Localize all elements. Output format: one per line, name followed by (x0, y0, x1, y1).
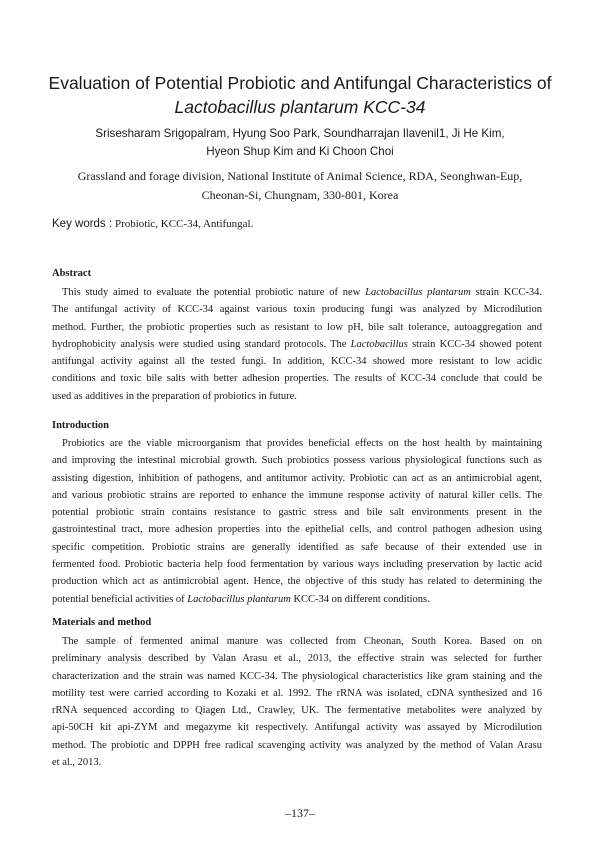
introduction-line: gastrointestinal tract, more adhesion properties into the epithelial cells, and control pathogen adhesion using (52, 524, 542, 536)
abstract-line: The antifungal activity of KCC-34 against various toxin producing fungi was analyzed by Microdilution (52, 304, 542, 316)
introduction-line: fermented food. Probiotic bacteria help food fermentation by various ways including preservation by lactic acid (52, 559, 542, 571)
introduction-body (52, 435, 542, 608)
authors-line2: Hyeon Shup Kim and Ki Choon Choi (206, 145, 394, 158)
introduction-line: specific competition. Probiotic strains are generally identified as safe because of their extended use in (52, 541, 542, 553)
introduction-line: potential beneficial activities of Lactobacillus plantarum KCC-34 on different conditions. (52, 593, 430, 605)
introduction-line: assisting digestion, inhibition of pathogens, and antitumor activity. Probiotic can act as an antimicrobial agent, (52, 472, 542, 484)
methods-line: method. The probiotic and DPPH free radical scavenging activity was analyzed by the method of Valan Arasu (52, 739, 542, 751)
introduction-line: and various probiotic strains are reported to enhance the immune response activity of natural killer cells. The (52, 489, 542, 501)
methods-line: preliminary analysis described by Valan Arasu et al., 2013, the effective strain was selected for further (52, 653, 542, 665)
methods-line: api-50CH kit api-ZYM and megazyme kit respectively. Antifungal activity was assayed by Microdilution (52, 722, 542, 734)
methods-line: characterization and the strain was named KCC-34. The physiological characteristics like gram staining and the (52, 670, 542, 682)
paper-title-line1: Evaluation of Potential Probiotic and Antifungal Characteristics of (48, 73, 552, 93)
methods-line: motility test were carried according to Kozaki et al. 1992. The rRNA was isolated, cDNA synthesized and 16 (52, 687, 542, 699)
abstract-line: This study aimed to evaluate the potential probiotic nature of new Lactobacillus plantarum strain KCC-34. (62, 287, 543, 298)
keywords-label: Key words : (52, 218, 113, 230)
methods-line: rRNA sequenced according to Qiagen Ltd., Crawley, UK. The fermentative metabolites were analyzed by (52, 705, 542, 717)
introduction-line: production which act as antimicrobial agent. Hence, the objective of this study has related to determining the (52, 576, 542, 588)
abstract-line: hydrophobicity analysis were studied using standard protocols. The Lactobacillus strain KCC-34 showed potent (52, 338, 542, 350)
page-number: –137– (285, 806, 315, 820)
paper-title-line2: Lactobacillus plantarum KCC-34 (174, 97, 426, 117)
methods-body (52, 633, 542, 771)
keywords-value: Probiotic, KCC-34, Antifungal. (114, 218, 254, 230)
abstract-line: used as additives in the preparation of probiotics in future. (52, 390, 297, 402)
abstract-line: method. Further, the probiotic properties such as resistant to low pH, bile salt tolerance, autoaggregation and (52, 321, 542, 333)
abstract-heading: Abstract (52, 268, 92, 279)
methods-line: The sample of fermented animal manure was collected from Cheonan, South Korea. Based on on (62, 636, 542, 647)
abstract-line: antifungal activity against all the tested fungi. In addition, KCC-34 showed more resistant to low acidic (52, 356, 542, 368)
affiliation-line2: Cheonan-Si, Chungnam, 330-801, Korea (201, 188, 399, 202)
introduction-line: potential probiotic strain contains resistance to gastric stress and bile salt environments present in the (52, 507, 542, 519)
methods-line: et al., 2013. (52, 757, 102, 769)
abstract-line: conditions and toxic bile salts with better adhesion properties. The results of KCC-34 conclude that could be (52, 373, 542, 385)
introduction-heading: Introduction (52, 420, 109, 431)
methods-heading: Materials and method (52, 617, 152, 628)
introduction-line: and improving the intestinal microbial growth. Such probiotics possess various physiological functions such as (52, 455, 542, 467)
keywords (52, 218, 253, 230)
abstract-body (52, 284, 542, 405)
affiliation-line1: Grassland and forage division, National Institute of Animal Science, RDA, Seonghwan-Eup, (77, 169, 523, 183)
introduction-line: Probiotics are the viable microorganism that provides beneficial effects on the host health by maintaining (62, 438, 542, 449)
authors-line1: Srisesharam Srigopalram, Hyung Soo Park, Soundharrajan Ilavenil1, Ji He Kim, (95, 127, 505, 140)
